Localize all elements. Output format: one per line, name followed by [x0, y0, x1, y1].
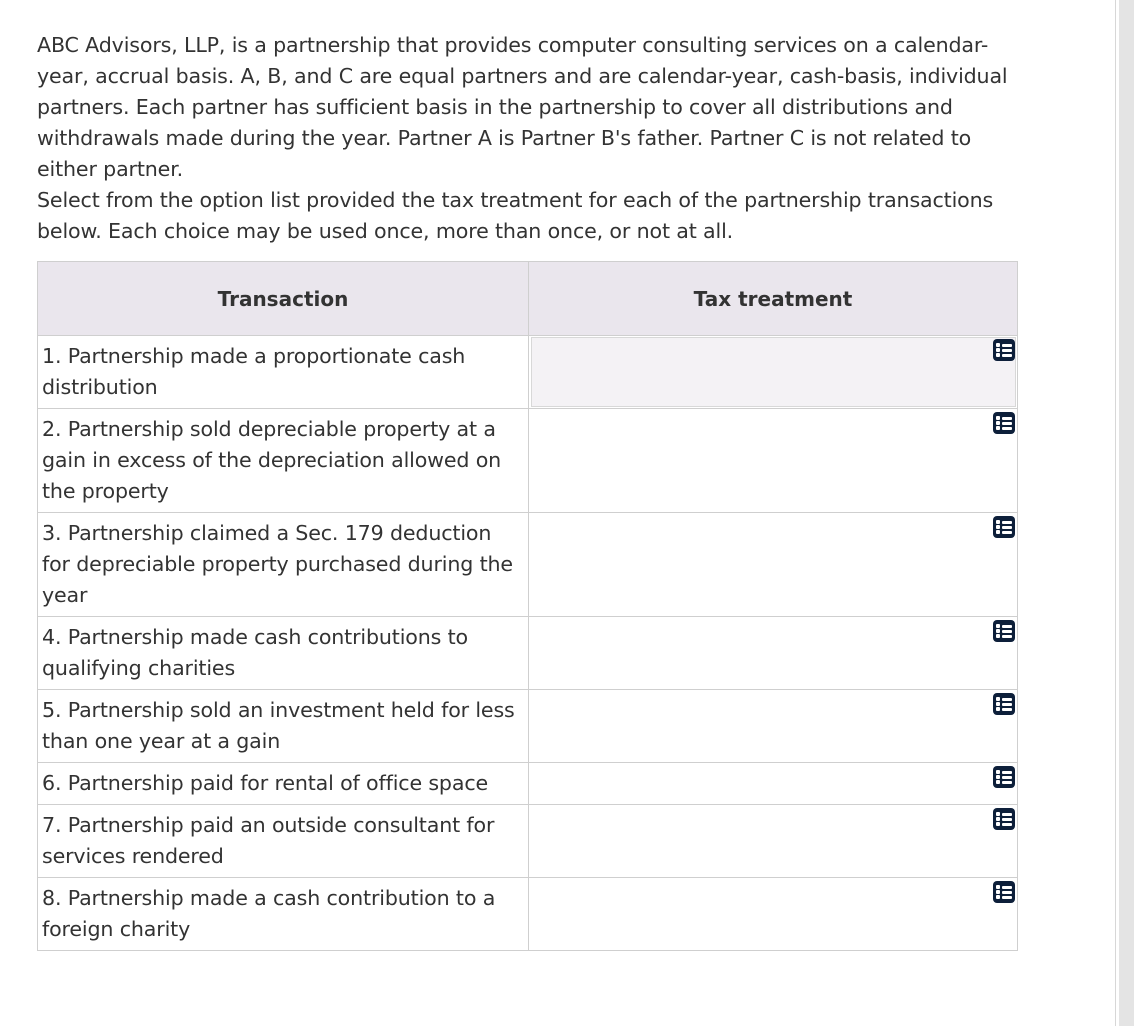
table-row [38, 805, 1018, 878]
instruction-text: Select from the option list provided the tax treatment for each of the partnership transactions below. Each choice may be used once, more than once, or not at all. [37, 188, 994, 243]
option-list-icon[interactable] [993, 881, 1015, 903]
transaction-cell: 1. Partnership made a proportionate cash distribution [38, 336, 529, 409]
tax-treatment-select[interactable] [529, 513, 1018, 617]
option-list-icon[interactable] [993, 766, 1015, 788]
transaction-cell: 8. Partnership made a cash contribution to a foreign charity [38, 878, 529, 951]
tax-treatment-select[interactable] [529, 763, 1018, 805]
tax-treatment-select[interactable] [529, 336, 1018, 409]
transaction-cell: 4. Partnership made cash contributions to qualifying charities [38, 617, 529, 690]
column-header-transaction: Transaction [38, 262, 529, 336]
table-row [38, 617, 1018, 690]
tax-treatment-select[interactable] [529, 878, 1018, 951]
table-row [38, 878, 1018, 951]
table-row [38, 513, 1018, 617]
transactions-table [37, 261, 1018, 951]
transaction-cell: 5. Partnership sold an investment held for less than one year at a gain [38, 690, 529, 763]
tax-treatment-dropzone[interactable] [531, 764, 1016, 803]
question-stem [37, 30, 1027, 247]
column-header-tax-treatment: Tax treatment [529, 262, 1018, 336]
tax-treatment-select[interactable] [529, 690, 1018, 763]
tax-treatment-dropzone[interactable] [531, 337, 1016, 407]
tax-treatment-dropzone[interactable] [531, 618, 1016, 688]
table-row [38, 409, 1018, 513]
tax-treatment-dropzone[interactable] [531, 879, 1016, 949]
tax-treatment-dropzone[interactable] [531, 514, 1016, 615]
transaction-cell: 7. Partnership paid an outside consultant for services rendered [38, 805, 529, 878]
tax-treatment-dropzone[interactable] [531, 691, 1016, 761]
transaction-cell: 2. Partnership sold depreciable property at a gain in excess of the depreciation allowed on the property [38, 409, 529, 513]
option-list-icon[interactable] [993, 693, 1015, 715]
scrollbar-thumb[interactable] [1119, 0, 1134, 1026]
tax-treatment-select[interactable] [529, 617, 1018, 690]
option-list-icon[interactable] [993, 808, 1015, 830]
tax-treatment-select[interactable] [529, 409, 1018, 513]
transaction-cell: 6. Partnership paid for rental of office space [38, 763, 529, 805]
table-row [38, 336, 1018, 409]
table-row [38, 690, 1018, 763]
vertical-scrollbar[interactable] [1115, 0, 1134, 1026]
scenario-text: ABC Advisors, LLP, is a partnership that provides computer consulting services on a calendar-year, accrual basis. A, B, and C are equal partners and are calendar-year, cash-basis, individual partners. Each partner has sufficient basis in the partnership to cover all distributions and withdrawals made during the year. Partner A is Partner B's father. Partner C is not related to either partner. [37, 33, 1008, 181]
tax-treatment-select[interactable] [529, 805, 1018, 878]
tax-treatment-dropzone[interactable] [531, 806, 1016, 876]
option-list-icon[interactable] [993, 339, 1015, 361]
table-row [38, 763, 1018, 805]
option-list-icon[interactable] [993, 516, 1015, 538]
transaction-cell: 3. Partnership claimed a Sec. 179 deduction for depreciable property purchased during the year [38, 513, 529, 617]
option-list-icon[interactable] [993, 412, 1015, 434]
table-header-row [38, 262, 1018, 336]
tax-treatment-dropzone[interactable] [531, 410, 1016, 511]
option-list-icon[interactable] [993, 620, 1015, 642]
